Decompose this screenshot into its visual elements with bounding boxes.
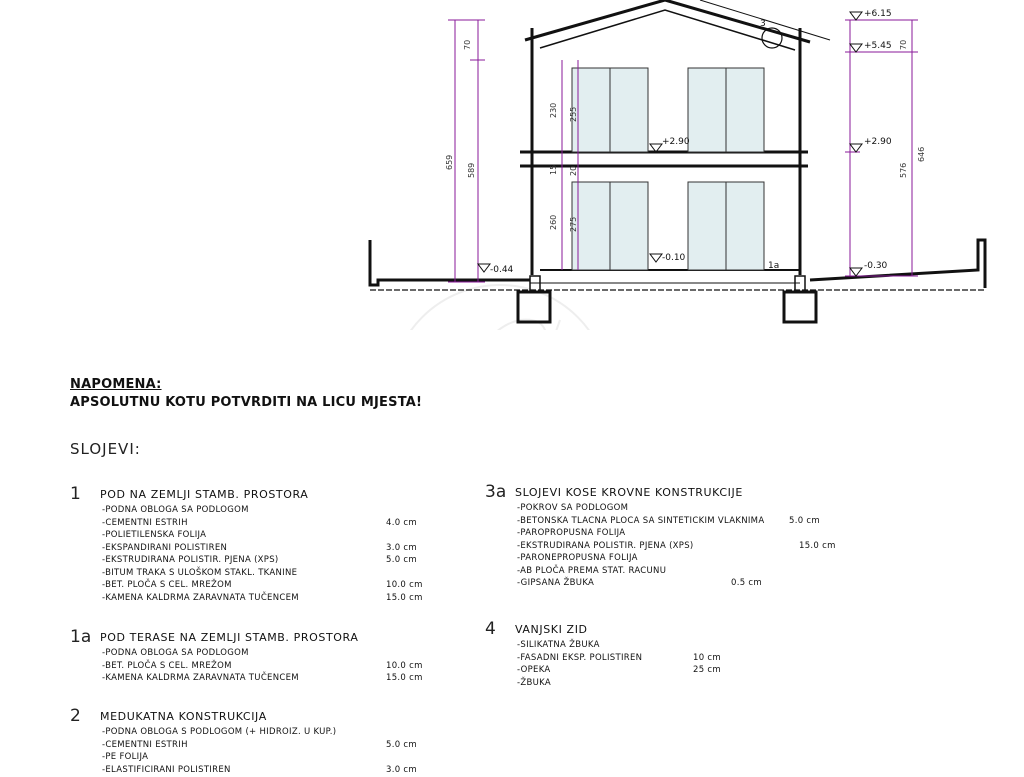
- layer-item: [517, 528, 764, 541]
- layer-thickness: 3.0 cm: [386, 765, 417, 775]
- layer-item: [102, 530, 299, 543]
- layer-label: -PODNA OBLOGA SA PODLOGOM: [102, 505, 249, 515]
- layer-item: [102, 740, 336, 753]
- level-terrain-left: -0.44: [490, 265, 514, 275]
- layer-item: [102, 505, 299, 518]
- window-lower-left: [572, 182, 648, 270]
- dim-left-total: 659: [445, 155, 454, 170]
- level-floor-inner: +2.90: [662, 137, 690, 147]
- layer-item: [517, 578, 764, 591]
- dim-right-top: 70: [899, 40, 908, 50]
- layer-thickness: 5.0 cm: [789, 516, 820, 526]
- layer-label: -POKROV SA PODLOGOM: [517, 503, 628, 513]
- window-lower-right: [688, 182, 764, 270]
- building-walls: [520, 28, 808, 275]
- layer-thickness: 10 cm: [693, 653, 721, 663]
- layer-list: [102, 648, 299, 686]
- roof: [525, 0, 830, 50]
- layer-list: [102, 727, 336, 777]
- layer-item: [102, 765, 336, 777]
- section-title: SLOJEVI KOSE KROVNE KONSTRUKCIJE: [515, 486, 743, 499]
- layer-label: -ELASTIFICIRANI POLISTIREN: [102, 765, 231, 775]
- layer-item: [517, 541, 764, 554]
- layer-item: [102, 661, 299, 674]
- dim-left-top: 70: [463, 40, 472, 50]
- layer-label: -PODNA OBLOGA S PODLOGOM (+ HIDROIZ. U KUP.): [102, 727, 336, 737]
- marker-terrace: 1a: [768, 261, 779, 271]
- layer-thickness: 4.0 cm: [386, 518, 417, 528]
- layer-thickness: 5.0 cm: [386, 555, 417, 565]
- section-title: MEDUKATNA KONSTRUKCIJA: [100, 710, 267, 723]
- notes-title: NAPOMENA:: [70, 376, 422, 394]
- layer-item: [102, 580, 299, 593]
- layer-label: -BET. PLOČA S CEL. MREŽOM: [102, 661, 232, 671]
- layer-item: [517, 653, 642, 666]
- layer-thickness: 25 cm: [693, 665, 721, 675]
- dim-lower-storey: 275: [569, 217, 578, 232]
- layer-list: [517, 640, 642, 690]
- layer-list: [102, 505, 299, 605]
- layer-label: -GIPSANA ŽBUKA: [517, 578, 594, 588]
- level-floor-right: +2.90: [864, 137, 892, 147]
- layer-item: [517, 516, 764, 529]
- level-terrain-right: -0.30: [864, 261, 888, 271]
- layer-thickness: 15.0 cm: [799, 541, 836, 551]
- layer-label: -BETONSKA TLACNA PLOCA SA SINTETICKIM VLAKNIMA: [517, 516, 764, 526]
- layer-item: [517, 665, 642, 678]
- section-number: 1: [70, 484, 81, 504]
- notes-block: [70, 376, 422, 412]
- layer-label: -SILIKATNA ŽBUKA: [517, 640, 600, 650]
- layer-item: [102, 543, 299, 556]
- layer-label: -BET. PLOČA S CEL. MREŽOM: [102, 580, 232, 590]
- layer-label: -ŽBUKA: [517, 678, 551, 688]
- section-title: POD NA ZEMLJI STAMB. PROSTORA: [100, 488, 308, 501]
- section-number: 1a: [70, 627, 91, 647]
- layer-item: [102, 568, 299, 581]
- marker-roof: 3: [760, 19, 766, 29]
- dim-slab-a: 15: [549, 165, 558, 175]
- layer-item: [102, 673, 299, 686]
- layer-label: -CEMENTNI ESTRIH: [102, 518, 188, 528]
- dim-upper-window: 230: [549, 103, 558, 118]
- level-eave: +5.45: [864, 41, 892, 51]
- layer-item: [102, 593, 299, 606]
- layer-label: -PARONEPROPUSNA FOLIJA: [517, 553, 638, 563]
- level-ground-inner: -0.10: [662, 253, 686, 263]
- layer-item: [102, 648, 299, 661]
- layer-label: -KAMENA KALDRMA ZARAVNATA TUČENCEM: [102, 673, 299, 683]
- layer-item: [102, 752, 336, 765]
- layer-item: [102, 727, 336, 740]
- dim-lower-window: 260: [549, 215, 558, 230]
- dim-upper-storey: 255: [569, 107, 578, 122]
- layer-label: -EKSTRUDIRANA POLISTIR. PJENA (XPS): [102, 555, 279, 565]
- section-number: 2: [70, 706, 81, 726]
- layer-label: -OPEKA: [517, 665, 551, 675]
- layer-label: -CEMENTNI ESTRIH: [102, 740, 188, 750]
- layer-item: [517, 503, 764, 516]
- watermark-logo: [390, 285, 610, 330]
- layer-label: -BITUM TRAKA S ULOŠKOM STAKL. TKANINE: [102, 568, 297, 578]
- section-number: 4: [485, 619, 496, 639]
- dim-left-partial: 589: [467, 163, 476, 178]
- dim-right-partial: 576: [899, 163, 908, 178]
- dim-right-total: 646: [917, 147, 926, 162]
- section-title: VANJSKI ZID: [515, 623, 588, 636]
- layer-label: -FASADNI EKSP. POLISTIREN: [517, 653, 642, 663]
- layer-thickness: 10.0 cm: [386, 661, 423, 671]
- layer-label: -PE FOLIJA: [102, 752, 148, 762]
- layer-thickness: 0.5 cm: [731, 578, 762, 588]
- window-upper-right: [688, 68, 764, 152]
- layer-label: -AB PLOČA PREMA STAT. RACUNU: [517, 566, 666, 576]
- layer-item: [517, 566, 764, 579]
- layer-label: -PODNA OBLOGA SA PODLOGOM: [102, 648, 249, 658]
- building-section-drawing: [0, 0, 1024, 330]
- layer-item: [102, 555, 299, 568]
- notes-text: APSOLUTNU KOTU POTVRDITI NA LICU MJESTA!: [70, 394, 422, 412]
- section-number: 3a: [485, 482, 506, 502]
- windows: [572, 68, 764, 270]
- layer-thickness: 5.0 cm: [386, 740, 417, 750]
- layer-thickness: 10.0 cm: [386, 580, 423, 590]
- layer-item: [517, 640, 642, 653]
- layer-thickness: 15.0 cm: [386, 593, 423, 603]
- window-upper-left: [572, 68, 648, 152]
- level-ridge: +6.15: [864, 9, 892, 19]
- layer-item: [102, 518, 299, 531]
- layer-thickness: 15.0 cm: [386, 673, 423, 683]
- section-title: POD TERASE NA ZEMLJI STAMB. PROSTORA: [100, 631, 358, 644]
- layer-label: -EKSPANDIRANI POLISTIREN: [102, 543, 227, 553]
- layers-heading: SLOJEVI:: [70, 440, 141, 458]
- layer-label: -POLIETILENSKA FOLIJA: [102, 530, 206, 540]
- layer-label: -PAROPROPUSNA FOLIJA: [517, 528, 625, 538]
- layer-item: [517, 553, 764, 566]
- layer-list: [517, 503, 764, 591]
- layer-thickness: 3.0 cm: [386, 543, 417, 553]
- layer-item: [517, 678, 642, 691]
- layer-label: -EKSTRUDIRANA POLISTIR. PJENA (XPS): [517, 541, 694, 551]
- layer-label: -KAMENA KALDRMA ZARAVNATA TUČENCEM: [102, 593, 299, 603]
- dim-slab-b: 20: [569, 166, 578, 176]
